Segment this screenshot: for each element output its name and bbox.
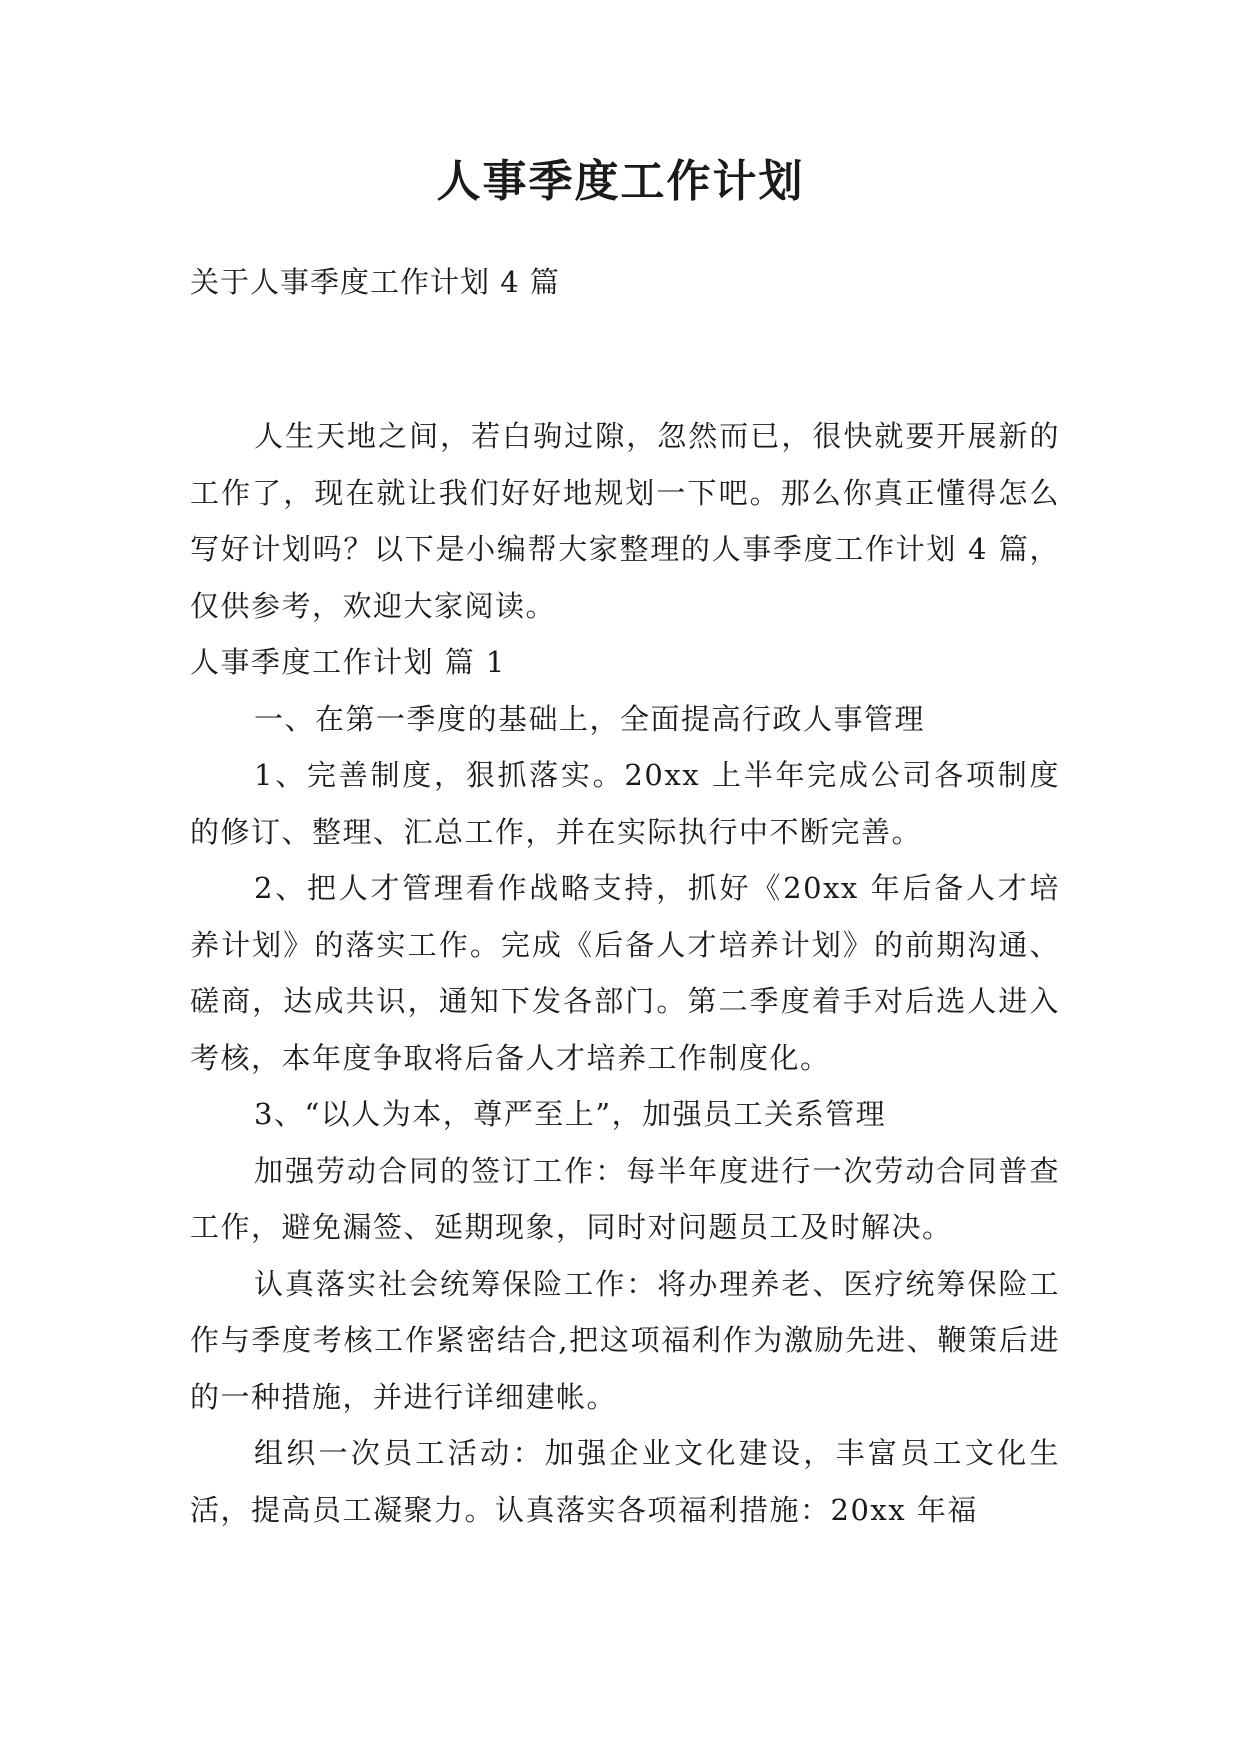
section-heading-1: 人事季度工作计划 篇 1 — [190, 645, 506, 679]
document-body — [190, 408, 1060, 1538]
paragraph-labor-contract: 加强劳动合同的签订工作：每半年度进行一次劳动合同普查工作，避免漏签、延期现象，同时对问题员工及时解决。 — [190, 1153, 1060, 1244]
paragraph-item-3: 3、“以人为本，尊严至上”，加强员工关系管理 — [254, 1097, 887, 1131]
paragraph-social-insurance: 认真落实社会统筹保险工作：将办理养老、医疗统筹保险工作与季度考核工作紧密结合,把这项福利作为激励先进、鞭策后进的一种措施，并进行详细建帐。 — [190, 1266, 1060, 1414]
paragraph-item-1: 1、完善制度，狠抓落实。20xx 上半年完成公司各项制度的修订、整理、汇总工作，并在实际执行中不断完善。 — [190, 758, 1060, 849]
paragraph-item-heading: 一、在第一季度的基础上，全面提高行政人事管理 — [254, 701, 926, 736]
paragraph-item-2: 2、把人才管理看作战略支持，抓好《20xx 年后备人才培养计划》的落实工作。完成《后备人才培养计划》的前期沟通、磋商，达成共识，通知下发各部门。第二季度着手对后选人进入考核，本年度争取将后备人才培养工作制度化。 — [190, 871, 1061, 1075]
document-title: 人事季度工作计划 — [436, 156, 805, 207]
document-subtitle: 关于人事季度工作计划 4 篇 — [190, 265, 560, 299]
paragraph-intro: 人生天地之间，若白驹过隙，忽然而已，很快就要开展新的工作了，现在就让我们好好地规划一下吧。那么你真正懂得怎么写好计划吗？以下是小编帮大家整理的人事季度工作计划 4 篇，仅供参考，欢迎大家阅读。 — [190, 419, 1060, 623]
paragraph-employee-activity: 组织一次员工活动：加强企业文化建设，丰富员工文化生活，提高员工凝聚力。认真落实各项福利措施：20xx 年福 — [190, 1436, 1060, 1527]
